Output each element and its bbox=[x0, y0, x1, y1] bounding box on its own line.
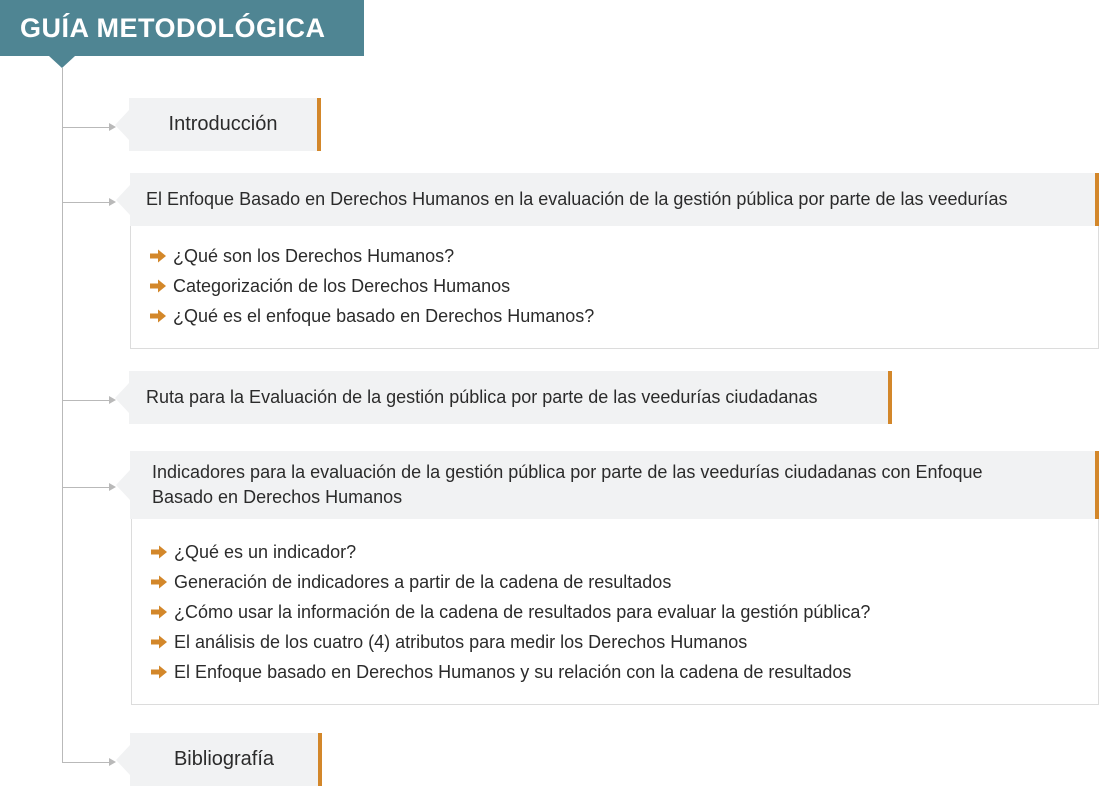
section-ruta[interactable] bbox=[129, 371, 892, 424]
list-item-label: ¿Qué es un indicador? bbox=[174, 541, 357, 562]
list-item[interactable] bbox=[149, 241, 454, 271]
section-label: Bibliografía bbox=[173, 748, 275, 770]
list-item-label: Generación de indicadores a partir de la cadena de resultados bbox=[174, 571, 672, 592]
section-label-line: Indicadores para la evaluación de la gestión pública por parte de las veedurías ciudadanas con Enfoque bbox=[152, 462, 983, 482]
section-enfoque-subitems bbox=[130, 222, 1099, 349]
section-indicadores-subitems bbox=[131, 516, 1099, 705]
branch-connector-enfoque bbox=[62, 202, 112, 203]
list-item[interactable] bbox=[149, 301, 594, 331]
tree-trunk-line bbox=[62, 68, 63, 763]
section-indicadores[interactable] bbox=[130, 451, 1099, 519]
list-item[interactable] bbox=[150, 537, 356, 567]
arrow-right-icon bbox=[150, 634, 168, 650]
arrow-right-icon bbox=[150, 664, 168, 680]
section-label: Introducción bbox=[168, 113, 278, 135]
section-introduccion[interactable] bbox=[129, 98, 321, 151]
title-notch bbox=[49, 56, 75, 68]
arrow-right-icon bbox=[150, 604, 168, 620]
arrow-right-icon bbox=[150, 574, 168, 590]
list-item-label: El análisis de los cuatro (4) atributos para medir los Derechos Humanos bbox=[174, 631, 748, 652]
arrow-right-icon bbox=[150, 544, 168, 560]
list-item-label: El Enfoque basado en Derechos Humanos y su relación con la cadena de resultados bbox=[174, 661, 852, 682]
list-item-label: Categorización de los Derechos Humanos bbox=[173, 275, 511, 296]
branch-connector-introduccion bbox=[62, 127, 112, 128]
arrow-right-icon bbox=[149, 278, 167, 294]
branch-connector-bibliografia bbox=[62, 762, 112, 763]
list-item[interactable] bbox=[150, 627, 747, 657]
section-enfoque[interactable] bbox=[130, 173, 1099, 226]
arrow-right-icon bbox=[149, 248, 167, 264]
list-item[interactable] bbox=[150, 597, 870, 627]
list-item[interactable] bbox=[150, 657, 851, 687]
section-label bbox=[152, 460, 983, 510]
section-bibliografia[interactable] bbox=[130, 733, 322, 786]
arrow-right-icon bbox=[149, 308, 167, 324]
list-item-label: ¿Qué es el enfoque basado en Derechos Humanos? bbox=[173, 305, 595, 326]
section-label: Ruta para la Evaluación de la gestión pública por parte de las veedurías ciudadanas bbox=[146, 387, 818, 407]
branch-connector-indicadores bbox=[62, 487, 112, 488]
section-label: El Enfoque Basado en Derechos Humanos en la evaluación de la gestión pública por parte de las veedurías bbox=[146, 189, 1008, 209]
list-item[interactable] bbox=[149, 271, 510, 301]
list-item-label: ¿Qué son los Derechos Humanos? bbox=[173, 245, 455, 266]
page-title: GUÍA METODOLÓGICA bbox=[0, 0, 364, 56]
branch-connector-ruta bbox=[62, 400, 112, 401]
list-item-label: ¿Cómo usar la información de la cadena de resultados para evaluar la gestión pública? bbox=[174, 601, 871, 622]
list-item[interactable] bbox=[150, 567, 671, 597]
section-label-line: Basado en Derechos Humanos bbox=[152, 487, 403, 507]
